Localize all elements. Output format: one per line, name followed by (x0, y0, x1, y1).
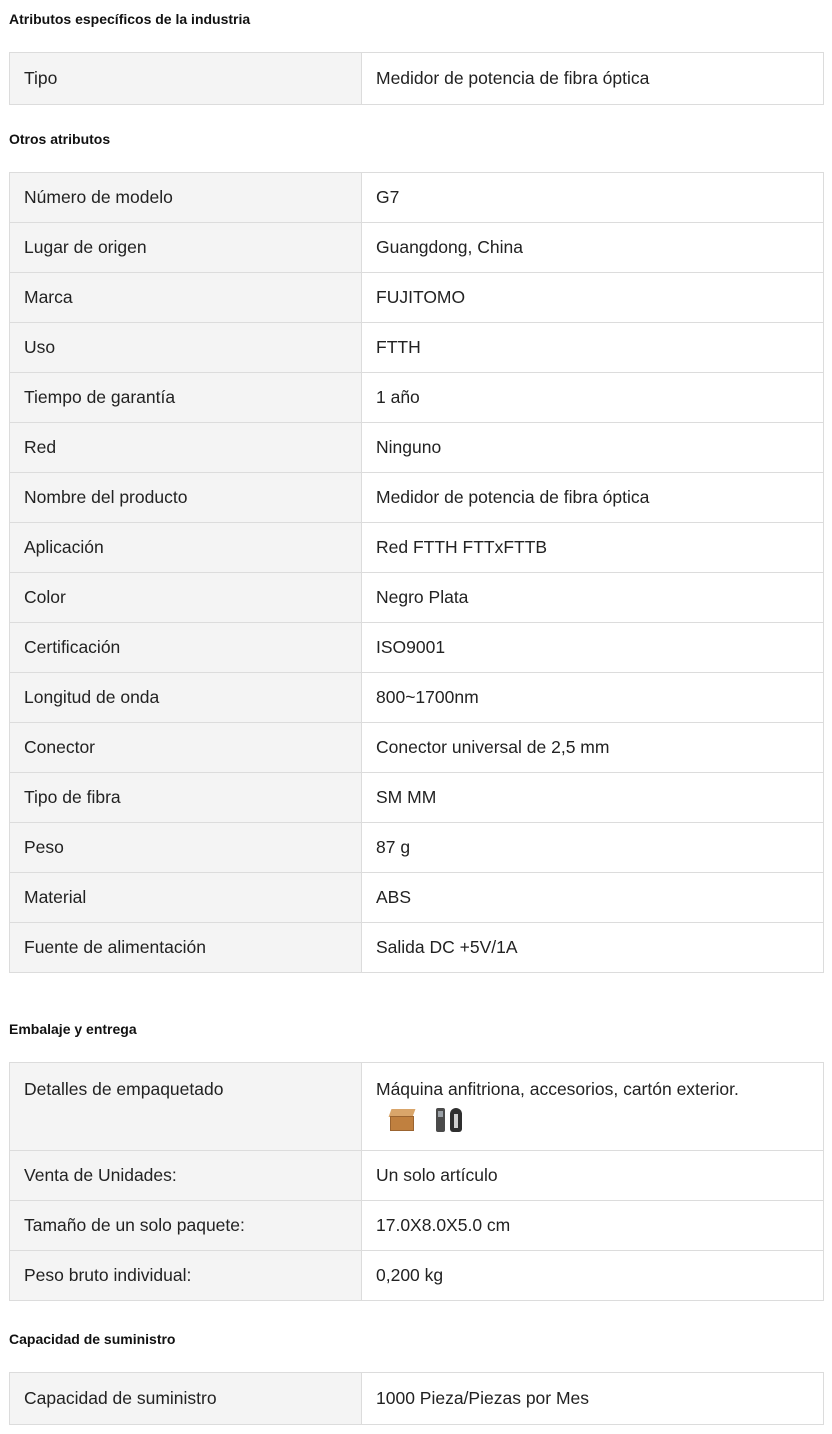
attr-value: Un solo artículo (362, 1151, 824, 1201)
attr-key: Certificación (10, 623, 362, 673)
attr-value: G7 (362, 173, 824, 223)
section-title-packaging: Embalaje y entrega (9, 1021, 137, 1037)
other-attributes-table (9, 172, 824, 973)
attr-value: SM MM (362, 773, 824, 823)
attr-value: Medidor de potencia de fibra óptica (362, 473, 824, 523)
attr-key: Uso (10, 323, 362, 373)
attr-value: Guangdong, China (362, 223, 824, 273)
section-title-supply-capacity: Capacidad de suministro (9, 1331, 176, 1347)
attr-key: Lugar de origen (10, 223, 362, 273)
attr-value: Red FTTH FTTxFTTB (362, 523, 824, 573)
attr-value: ABS (362, 873, 824, 923)
table-row (10, 173, 824, 223)
table-row (10, 723, 824, 773)
attr-value: ISO9001 (362, 623, 824, 673)
section-title-other-attributes: Otros atributos (9, 131, 111, 147)
package-images (376, 1106, 809, 1134)
table-row (10, 523, 824, 573)
attr-key: Peso bruto individual: (10, 1251, 362, 1301)
table-row (10, 273, 824, 323)
table-row (10, 53, 824, 105)
attr-key: Tipo de fibra (10, 773, 362, 823)
table-row (10, 773, 824, 823)
section-title-industry-attributes: Atributos específicos de la industria (9, 11, 251, 27)
table-row (10, 223, 824, 273)
attr-key: Marca (10, 273, 362, 323)
table-row (10, 423, 824, 473)
attr-value: Ninguno (362, 423, 824, 473)
attr-key: Peso (10, 823, 362, 873)
attr-value: Máquina anfitriona, accesorios, cartón exterior. (376, 1079, 739, 1099)
attr-value: 1 año (362, 373, 824, 423)
attr-value: 17.0X8.0X5.0 cm (362, 1201, 824, 1251)
table-row (10, 1251, 824, 1301)
attr-key: Tiempo de garantía (10, 373, 362, 423)
attr-key: Venta de Unidades: (10, 1151, 362, 1201)
table-row (10, 1373, 824, 1425)
table-row (10, 673, 824, 723)
table-row (10, 623, 824, 673)
attr-key: Nombre del producto (10, 473, 362, 523)
table-row (10, 573, 824, 623)
industry-attributes-table (9, 52, 824, 105)
table-row (10, 323, 824, 373)
table-row (10, 373, 824, 423)
power-meter-device-icon[interactable] (434, 1106, 464, 1134)
attr-key: Detalles de empaquetado (10, 1063, 362, 1151)
attr-key: Número de modelo (10, 173, 362, 223)
attr-value: 87 g (362, 823, 824, 873)
attr-key: Longitud de onda (10, 673, 362, 723)
table-row (10, 473, 824, 523)
attr-key: Capacidad de suministro (10, 1373, 362, 1425)
table-row (10, 823, 824, 873)
table-row (10, 873, 824, 923)
table-row (10, 1063, 824, 1151)
table-row (10, 923, 824, 973)
attr-value: FTTH (362, 323, 824, 373)
attr-key: Fuente de alimentación (10, 923, 362, 973)
attr-key: Red (10, 423, 362, 473)
attr-value-cell (362, 1063, 824, 1151)
attr-value: FUJITOMO (362, 273, 824, 323)
attr-value: 800~1700nm (362, 673, 824, 723)
attr-key: Material (10, 873, 362, 923)
attr-key: Color (10, 573, 362, 623)
attr-key: Tipo (10, 53, 362, 105)
attr-key: Conector (10, 723, 362, 773)
packaging-table (9, 1062, 824, 1301)
table-row (10, 1201, 824, 1251)
attr-key: Tamaño de un solo paquete: (10, 1201, 362, 1251)
attr-key: Aplicación (10, 523, 362, 573)
supply-capacity-table (9, 1372, 824, 1425)
attr-value: 0,200 kg (362, 1251, 824, 1301)
attr-value: 1000 Pieza/Piezas por Mes (362, 1373, 824, 1425)
attr-value: Medidor de potencia de fibra óptica (362, 53, 824, 105)
attr-value: Negro Plata (362, 573, 824, 623)
table-row (10, 1151, 824, 1201)
cardboard-box-icon[interactable] (388, 1109, 416, 1131)
attr-value: Conector universal de 2,5 mm (362, 723, 824, 773)
attr-value: Salida DC +5V/1A (362, 923, 824, 973)
